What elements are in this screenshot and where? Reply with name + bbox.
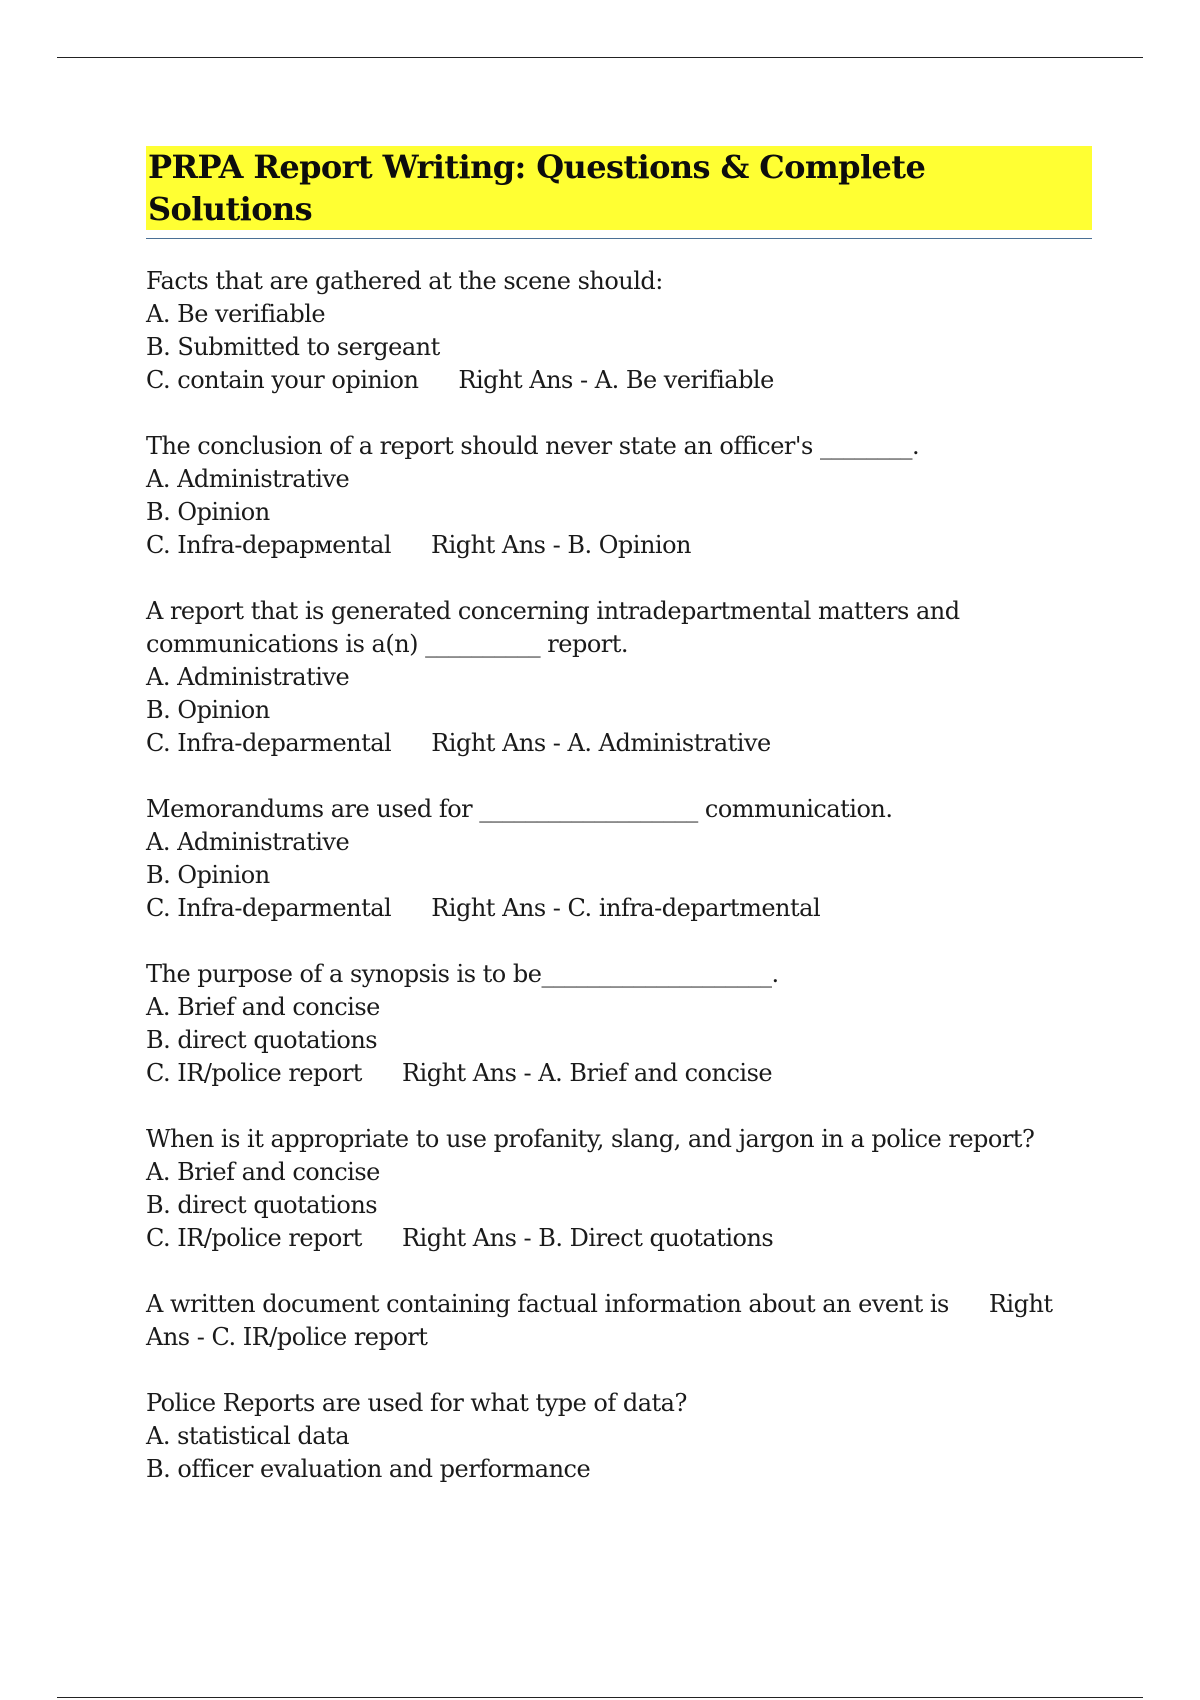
document-body [146, 146, 1092, 1519]
option: A. Administrative [146, 465, 350, 493]
question-prompt: A written document containing factual information about an event is [146, 1290, 949, 1318]
question-prompt: The purpose of a synopsis is to be____________________. [146, 960, 779, 988]
question-block [146, 1288, 1092, 1354]
header-rule [57, 57, 1143, 58]
right-answer: Right Ans - A. Be verifiable [458, 366, 774, 394]
question-block [146, 793, 1092, 925]
option-with-answer [146, 364, 1092, 397]
right-answer: Right Ans - C. IR/police report [146, 1290, 1053, 1351]
question-block [146, 1387, 1092, 1486]
option: A. Administrative [146, 663, 350, 691]
right-answer: Right Ans - A. Administrative [431, 729, 771, 757]
option: B. direct quotations [146, 1191, 378, 1219]
right-answer: Right Ans - A. Brief and concise [401, 1059, 773, 1087]
option: B. Opinion [146, 861, 270, 889]
option: C. IR/police report [146, 1224, 362, 1252]
option-with-answer [146, 1222, 1092, 1255]
question-prompt: Facts that are gathered at the scene should: [146, 267, 663, 295]
option: B. direct quotations [146, 1026, 378, 1054]
right-answer: Right Ans - C. infra-departmental [431, 894, 821, 922]
question-block [146, 265, 1092, 397]
option-with-answer [146, 1057, 1092, 1090]
question-block [146, 430, 1092, 562]
question-prompt: communications is a(n) __________ report. [146, 630, 629, 658]
question-prompt: A report that is generated concerning intradepartmental matters and [146, 597, 960, 625]
option: A. Brief and concise [146, 1158, 380, 1186]
option-with-answer [146, 529, 1092, 562]
footer-rule [57, 1697, 1143, 1698]
option: B. Opinion [146, 498, 270, 526]
question-block [146, 958, 1092, 1090]
question-prompt: When is it appropriate to use profanity, slang, and jargon in a police report? [146, 1125, 1035, 1153]
option: C. Infra-deparmental [146, 729, 392, 757]
option-with-answer [146, 892, 1092, 925]
question-prompt: Police Reports are used for what type of data? [146, 1389, 687, 1417]
option: A. Brief and concise [146, 993, 380, 1021]
option-with-answer [146, 727, 1092, 760]
option: B. officer evaluation and performance [146, 1455, 591, 1483]
question-prompt: Memorandums are used for ___________________ communication. [146, 795, 893, 823]
option: C. contain your opinion [146, 366, 419, 394]
option: A. Administrative [146, 828, 350, 856]
question-block [146, 595, 1092, 760]
page-title: PRPA Report Writing: Questions & Complete Solutions [146, 146, 1092, 230]
option: C. IR/police report [146, 1059, 362, 1087]
option: C. Infra-depармental [146, 531, 392, 559]
option: A. statistical data [146, 1422, 349, 1450]
question-prompt-with-answer [146, 1288, 1092, 1354]
title-block [146, 146, 1092, 239]
option: A. Be verifiable [146, 300, 326, 328]
option: B. Opinion [146, 696, 270, 724]
right-answer: Right Ans - B. Opinion [431, 531, 692, 559]
option: B. Submitted to sergeant [146, 333, 440, 361]
option: C. Infra-deparmental [146, 894, 392, 922]
right-answer: Right Ans - B. Direct quotations [401, 1224, 774, 1252]
question-block [146, 1123, 1092, 1255]
question-prompt: The conclusion of a report should never state an officer's ________. [146, 432, 920, 460]
